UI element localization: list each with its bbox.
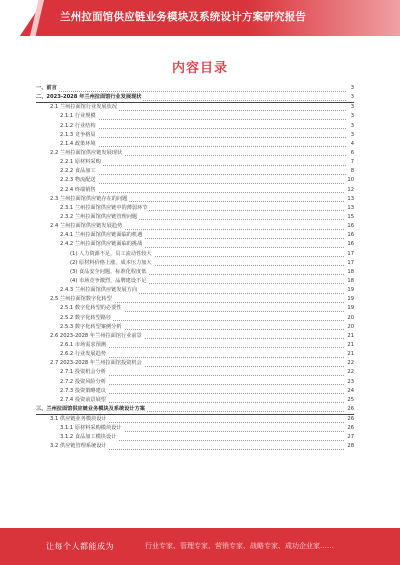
toc-entry[interactable] <box>36 314 354 323</box>
toc-entry-page: 4 <box>350 140 354 147</box>
toc-entry-page: 12 <box>347 186 354 193</box>
toc-entry-page: 3 <box>350 85 354 91</box>
toc-entry-title: 2.5.3 数字化转型案例分析 <box>60 323 122 330</box>
toc-entry-title: 2.6.2 行业发展趋势 <box>60 351 106 358</box>
report-title: 兰州拉面馆供应链业务模块及系统设计方案研究报告 <box>60 11 307 23</box>
toc-entry[interactable] <box>36 131 354 140</box>
toc-entry[interactable] <box>36 350 354 359</box>
toc-entry-page: 3 <box>350 131 354 138</box>
toc-entry-title: 2.4.2 兰州拉面馆供应链面临的挑战 <box>60 241 143 248</box>
toc-entry-title: 2.5.2 数字化转型路径 <box>60 314 112 321</box>
toc-entry-title: 2.4.3 兰州拉面馆供应链发展方向 <box>60 287 138 294</box>
toc-entry[interactable] <box>36 396 354 405</box>
footer-tagline: 行业专家、管理专家、营销专家、战略专家、成功企业家…… <box>145 542 334 550</box>
toc-entry[interactable] <box>36 213 354 222</box>
toc-entry[interactable] <box>36 140 354 149</box>
toc-entry-title: 2.7.1 投资机会分析 <box>60 369 106 376</box>
toc-entry[interactable] <box>36 222 354 231</box>
toc-entry-page: 19 <box>347 296 354 303</box>
toc-entry-page: 17 <box>347 250 354 257</box>
toc-entry-title: 2.3 兰州拉面馆供应链存在的问题 <box>50 195 128 202</box>
toc-entry[interactable] <box>36 231 354 240</box>
toc-entry[interactable] <box>36 122 354 131</box>
toc-entry-page: 21 <box>347 351 354 358</box>
toc-entry-title: 2.6.1 市场需求预测 <box>60 341 106 348</box>
toc-entry[interactable] <box>36 332 354 341</box>
toc-entry[interactable] <box>36 112 354 121</box>
toc-entry-page: 24 <box>347 387 354 394</box>
toc-entry-page: 7 <box>350 159 354 166</box>
toc-entry[interactable] <box>36 195 354 204</box>
toc-entry-title: 2.3.2 兰州拉面馆供应链管理问题 <box>60 213 138 220</box>
toc-dot-leader <box>36 84 346 92</box>
toc-entry-page: 17 <box>347 259 354 266</box>
toc-entry[interactable] <box>36 442 354 451</box>
toc-entry[interactable] <box>36 268 354 277</box>
toc-entry-page: 18 <box>347 268 354 275</box>
toc-entry[interactable] <box>36 176 354 185</box>
toc-entry-title: 3.1 供应链业务模块设计 <box>50 416 107 423</box>
toc-entry[interactable] <box>36 405 354 415</box>
toc-entry[interactable] <box>36 378 354 387</box>
toc-entry-page: 6 <box>350 149 354 156</box>
footer-banner <box>0 528 400 565</box>
toc-entry-title: 一、前言 <box>36 85 57 91</box>
toc-entry-page: 20 <box>347 314 354 321</box>
toc-entry[interactable] <box>36 240 354 249</box>
toc-dot-leader <box>60 131 346 139</box>
toc-entry-page: 13 <box>347 195 354 202</box>
toc-entry-page: 16 <box>347 223 354 230</box>
toc-entry[interactable] <box>36 167 354 176</box>
toc-entry-page: 3 <box>350 94 354 101</box>
toc-entry[interactable] <box>36 158 354 167</box>
toc-entry-page: 26 <box>347 416 354 423</box>
toc-entry-title: 2.7.4 投资前景展望 <box>60 396 106 403</box>
toc-entry-title: 2.3.1 兰州拉面馆供应链中的薄弱环节 <box>60 204 148 211</box>
toc-entry-title: 2.4.1 兰州拉面馆供应链面临的机遇 <box>60 232 143 239</box>
toc-entry[interactable] <box>36 103 354 112</box>
toc-entry[interactable] <box>36 295 354 304</box>
toc-entry-title: 2.1.3 竞争格局 <box>60 131 96 138</box>
toc-entry-page: 16 <box>347 241 354 248</box>
toc-entry-title: 3.1.2 食品加工模块设计 <box>60 434 117 441</box>
toc-entry[interactable] <box>36 415 354 424</box>
toc-entry-page: 25 <box>347 396 354 403</box>
toc-entry-page: 13 <box>347 204 354 211</box>
toc-entry[interactable] <box>36 433 354 442</box>
toc-entry[interactable] <box>36 84 354 93</box>
toc-entry-page: 15 <box>347 213 354 220</box>
toc-entry-title: 2.2.2 食品加工 <box>60 168 96 175</box>
toc-entry[interactable] <box>36 304 354 313</box>
toc-entry[interactable] <box>36 93 354 103</box>
toc-entry[interactable] <box>36 149 354 158</box>
toc-entry-page: 16 <box>347 232 354 239</box>
toc-dot-leader <box>60 186 346 194</box>
footer-slogan: 让每个人都能成为 <box>46 542 114 551</box>
toc-dot-leader <box>60 167 346 175</box>
toc-entry-page: 3 <box>350 104 354 111</box>
toc-dot-leader <box>60 176 346 184</box>
toc-entry[interactable] <box>36 368 354 377</box>
toc-entry-title: 2.7.3 投资策略建议 <box>60 387 106 394</box>
toc-entry-page: 20 <box>347 323 354 330</box>
toc-entry-title: 2.1.2 行业结构 <box>60 122 96 129</box>
toc-entry-page: 10 <box>347 177 354 184</box>
toc-entry-title: (1) 人力资源不足，员工流动性较大 <box>70 250 152 257</box>
toc-entry-title: 2.5 兰州拉面馆数字化转型 <box>50 296 112 303</box>
toc-entry[interactable] <box>36 277 354 286</box>
toc-entry-page: 18 <box>347 277 354 284</box>
toc-entry-page: 3 <box>350 122 354 129</box>
toc-entry-title: 2.1.4 政策环境 <box>60 140 96 147</box>
toc-entry-title: 2.2.4 终端销售 <box>60 186 96 193</box>
toc-dot-leader <box>60 112 346 120</box>
toc-entry-page: 8 <box>350 168 354 175</box>
toc-entry-title: 三、兰州拉面馆供应链业务模块及系统设计方案 <box>36 405 145 412</box>
toc-title: 内容目录 <box>171 61 228 76</box>
toc-entry[interactable] <box>36 359 354 368</box>
toc-entry-page: 22 <box>347 360 354 367</box>
toc-entry-title: (2) 原材料价格上涨，成本压力加大 <box>70 259 152 266</box>
toc-entry-title: 2.2 兰州拉面馆供应链发展现状 <box>50 149 123 156</box>
toc-entry-title: 二、2023-2028 年兰州拉面馆行业发展现状 <box>36 94 142 101</box>
toc-entry-title: 3.2 供应链管理系统设计 <box>50 443 107 450</box>
toc-dot-leader <box>60 158 346 166</box>
toc-entry-title: 2.2.1 原材料采购 <box>60 159 101 166</box>
toc-dot-leader <box>60 140 346 148</box>
toc-entry[interactable] <box>36 204 354 213</box>
toc-entry-title: (4) 市场竞争激烈，品牌建设不足 <box>70 277 147 284</box>
toc-entry-page: 22 <box>347 369 354 376</box>
toc-entry-title: 2.7.2 投资风险分析 <box>60 378 106 385</box>
toc-entry-title: 2.6 2023-2028 年兰州拉面馆行业前景 <box>50 332 142 339</box>
toc-entry[interactable] <box>36 186 354 195</box>
toc-entry[interactable] <box>36 387 354 396</box>
toc-entry-page: 23 <box>347 378 354 385</box>
toc-entry-page: 26 <box>347 405 354 412</box>
toc-dot-leader <box>60 122 346 130</box>
toc-entry-title: (3) 食品安全问题，标准化程度低 <box>70 268 147 275</box>
toc-entry[interactable] <box>36 250 354 259</box>
toc-entry-page: 21 <box>347 341 354 348</box>
toc-entry-title: 2.2.3 物流配送 <box>60 177 96 184</box>
toc-entry-title: 2.1 兰州拉面馆行业发展状况 <box>50 104 117 111</box>
toc-entry-title: 2.7 2023-2028 年兰州拉面馆投资机会 <box>50 360 142 367</box>
toc-entry-page: 3 <box>350 113 354 120</box>
toc-entry[interactable] <box>36 259 354 268</box>
toc-entry-page: 19 <box>347 287 354 294</box>
toc-entry-page: 19 <box>347 305 354 312</box>
toc-entry-page: 27 <box>347 434 354 441</box>
toc-entry-page: 26 <box>347 425 354 432</box>
toc-entry-title: 2.4 兰州拉面馆供应链发展趋势 <box>50 223 123 230</box>
toc-entry-page: 21 <box>347 332 354 339</box>
toc-entry-title: 2.5.1 数字化转型的必要性 <box>60 305 122 312</box>
toc-entry[interactable] <box>36 424 354 433</box>
table-of-contents <box>36 84 354 452</box>
toc-entry[interactable] <box>36 286 354 295</box>
toc-entry[interactable] <box>36 323 354 332</box>
toc-entry[interactable] <box>36 341 354 350</box>
toc-entry-title: 2.1.1 行业规模 <box>60 113 96 120</box>
toc-entry-title: 3.1.1 原材料采购模块设计 <box>60 425 122 432</box>
report-header <box>0 0 400 36</box>
toc-entry-page: 28 <box>347 443 354 450</box>
